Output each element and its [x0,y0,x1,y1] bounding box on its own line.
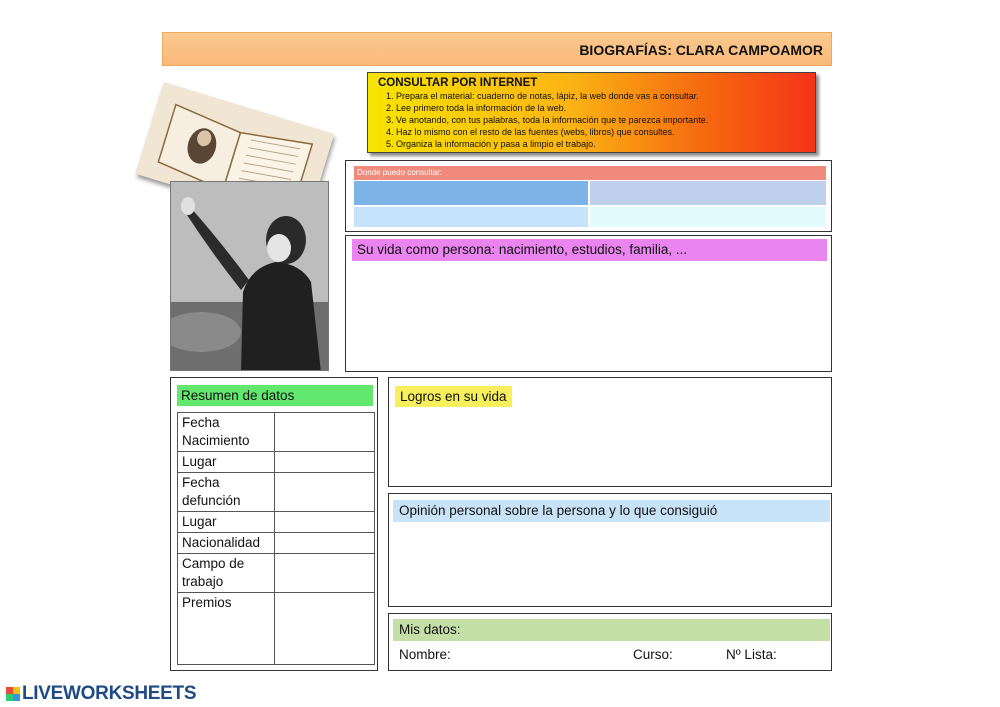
my-data-label: Mis datos: [393,619,830,641]
instructions-box [367,72,816,153]
instruction-step: 4. Haz lo mismo con el resto de las fuentes (webs, libros) que consultes. [396,126,815,138]
row-label: Lugar [178,512,275,533]
source-input[interactable] [590,181,826,205]
row-value-input[interactable] [275,452,375,473]
opinion-box[interactable] [388,493,832,607]
table-row [178,512,375,533]
row-value-input[interactable] [275,593,375,665]
row-label: Fecha Nacimiento [178,413,275,452]
table-row [178,413,375,452]
instructions-list [378,90,815,150]
achievements-label: Logros en su vida [395,386,512,407]
instruction-step: 3. Ve anotando, con tus palabras, toda la información que te parezca importante. [396,114,815,126]
table-row [178,452,375,473]
table-row [178,593,375,665]
sources-box [345,160,832,232]
portrait-illustration [171,182,329,371]
row-label: Fecha defunción [178,473,275,512]
row-value-input[interactable] [275,533,375,554]
row-value-input[interactable] [275,512,375,533]
life-label: Su vida como persona: nacimiento, estudios, familia, ... [352,239,827,261]
table-row [178,473,375,512]
achievements-box[interactable] [388,377,832,487]
table-row [178,533,375,554]
instruction-step: 2. Lee primero toda la información de la web. [396,102,815,114]
row-label: Campo de trabajo [178,554,275,593]
instructions-title: CONSULTAR POR INTERNET [378,77,538,89]
sources-label: Donde puedo consultar: [354,166,826,180]
instruction-step: 5. Organiza la información y pasa a limpio el trabajo. [396,138,815,150]
clara-campoamor-portrait [170,181,329,371]
row-label: Premios [178,593,275,665]
summary-table [177,412,375,665]
opinion-label: Opinión personal sobre la persona y lo que consiguió [393,500,830,522]
source-input[interactable] [354,207,588,227]
logo-text: LIVEWORKSHEETS [22,683,197,704]
my-data-box [388,613,832,671]
row-label: Nacionalidad [178,533,275,554]
logo-icon [6,687,20,701]
title-bar [162,32,832,66]
page-title: BIOGRAFÍAS: CLARA CAMPOAMOR [579,42,823,58]
liveworksheets-logo [6,684,196,704]
row-value-input[interactable] [275,473,375,512]
row-value-input[interactable] [275,554,375,593]
source-input[interactable] [590,207,826,227]
source-input[interactable] [354,181,588,205]
summary-label: Resumen de datos [177,385,373,406]
table-row [178,554,375,593]
row-label: Lugar [178,452,275,473]
summary-box [170,377,378,671]
life-box[interactable] [345,235,832,372]
course-label: Curso: [633,647,673,662]
row-value-input[interactable] [275,413,375,452]
instruction-step: 1. Prepara el material: cuaderno de notas, lápiz, la web donde vas a consultar. [396,90,815,102]
name-label: Nombre: [399,647,451,662]
list-number-label: Nº Lista: [726,647,777,662]
